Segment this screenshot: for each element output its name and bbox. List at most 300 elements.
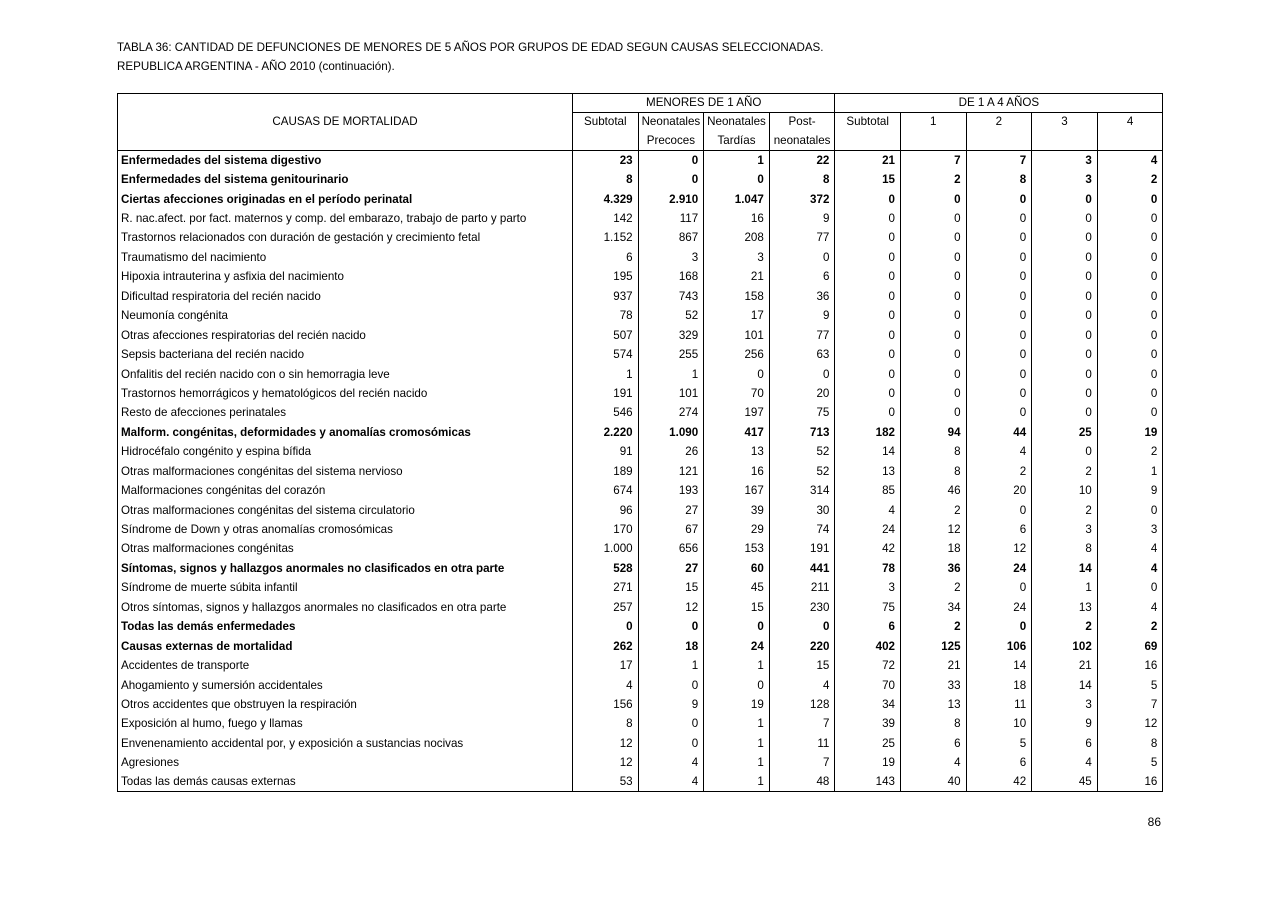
value-cell: 21 — [1032, 656, 1098, 675]
value-cell: 937 — [573, 287, 639, 306]
value-cell: 2.910 — [638, 189, 704, 208]
value-cell: 0 — [638, 617, 704, 636]
value-cell: 220 — [769, 636, 835, 655]
value-cell: 12 — [638, 598, 704, 617]
value-cell: 507 — [573, 325, 639, 344]
table-row — [118, 675, 1163, 694]
value-cell: 48 — [769, 773, 835, 792]
value-cell: 24 — [835, 520, 901, 539]
table-title-line1: TABLA 36: CANTIDAD DE DEFUNCIONES DE MENORES DE 5 AÑOS POR GRUPOS DE EDAD SEGUN CAUSAS SELECCIONADAS. — [117, 41, 824, 54]
value-cell: 0 — [1032, 364, 1098, 383]
value-cell: 39 — [835, 714, 901, 733]
table-title-line2: REPUBLICA ARGENTINA - AÑO 2010 (continuación). — [117, 60, 395, 73]
cause-cell: Exposición al humo, fuego y llamas — [121, 717, 303, 731]
header-postneonatales-line1: Post- — [769, 113, 835, 132]
value-cell: 7 — [1097, 695, 1163, 714]
value-cell: 20 — [966, 481, 1032, 500]
value-cell: 257 — [573, 598, 639, 617]
cause-cell: Síndrome de muerte súbita infantil — [121, 581, 298, 595]
value-cell: 197 — [704, 403, 770, 422]
value-cell: 18 — [966, 675, 1032, 694]
value-cell: 1 — [704, 714, 770, 733]
value-cell: 9 — [638, 695, 704, 714]
header-edad-3: 3 — [1032, 113, 1098, 151]
value-cell: 24 — [966, 598, 1032, 617]
value-cell: 63 — [769, 345, 835, 364]
value-cell: 12 — [966, 539, 1032, 558]
value-cell: 44 — [966, 423, 1032, 442]
value-cell: 1.000 — [573, 539, 639, 558]
value-cell: 39 — [704, 500, 770, 519]
value-cell: 6 — [573, 248, 639, 267]
table-row — [118, 209, 1163, 228]
value-cell: 4 — [1097, 598, 1163, 617]
value-cell: 21 — [900, 656, 966, 675]
value-cell: 2 — [900, 500, 966, 519]
value-cell: 743 — [638, 287, 704, 306]
value-cell: 271 — [573, 578, 639, 597]
value-cell: 0 — [1032, 442, 1098, 461]
header-neonatales-tardias-line1: Neonatales — [704, 113, 770, 132]
value-cell: 329 — [638, 325, 704, 344]
value-cell: 15 — [835, 170, 901, 189]
value-cell: 143 — [835, 773, 901, 792]
value-cell: 78 — [573, 306, 639, 325]
value-cell: 7 — [900, 151, 966, 170]
value-cell: 0 — [1097, 345, 1163, 364]
value-cell: 9 — [769, 209, 835, 228]
value-cell: 3 — [1032, 151, 1098, 170]
value-cell: 0 — [835, 287, 901, 306]
value-cell: 191 — [769, 539, 835, 558]
value-cell: 2 — [900, 578, 966, 597]
table-row — [118, 248, 1163, 267]
value-cell: 1 — [704, 773, 770, 792]
table-row — [118, 598, 1163, 617]
value-cell: 255 — [638, 345, 704, 364]
value-cell: 0 — [638, 170, 704, 189]
value-cell: 1 — [638, 364, 704, 383]
value-cell: 1 — [704, 151, 770, 170]
value-cell: 867 — [638, 228, 704, 247]
value-cell: 528 — [573, 559, 639, 578]
value-cell: 4 — [638, 753, 704, 772]
value-cell: 274 — [638, 403, 704, 422]
value-cell: 0 — [704, 675, 770, 694]
value-cell: 1 — [573, 364, 639, 383]
cause-cell: Trastornos hemorrágicos y hematológicos del recién nacido — [121, 386, 428, 400]
value-cell: 3 — [1032, 695, 1098, 714]
header-edad-4: 4 — [1097, 113, 1163, 151]
value-cell: 4 — [966, 442, 1032, 461]
value-cell: 0 — [1032, 384, 1098, 403]
cause-cell: Todas las demás causas externas — [121, 775, 296, 789]
value-cell: 26 — [638, 442, 704, 461]
value-cell: 0 — [1097, 287, 1163, 306]
header-subtotal-menores-1: Subtotal — [573, 113, 639, 151]
value-cell: 52 — [638, 306, 704, 325]
header-neonatales-precoces-line2: Precoces — [638, 132, 704, 151]
value-cell: 96 — [573, 500, 639, 519]
value-cell: 8 — [573, 714, 639, 733]
value-cell: 21 — [704, 267, 770, 286]
cause-cell: Todas las demás enfermedades — [121, 620, 296, 634]
value-cell: 18 — [638, 636, 704, 655]
table-row — [118, 423, 1163, 442]
table-row — [118, 695, 1163, 714]
value-cell: 0 — [835, 228, 901, 247]
value-cell: 0 — [1097, 248, 1163, 267]
value-cell: 0 — [966, 617, 1032, 636]
value-cell: 674 — [573, 481, 639, 500]
table-row — [118, 617, 1163, 636]
value-cell: 106 — [966, 636, 1032, 655]
value-cell: 0 — [900, 189, 966, 208]
value-cell: 14 — [1032, 559, 1098, 578]
value-cell: 0 — [704, 617, 770, 636]
value-cell: 158 — [704, 287, 770, 306]
table-row — [118, 656, 1163, 675]
value-cell: 15 — [769, 656, 835, 675]
value-cell: 0 — [638, 734, 704, 753]
value-cell: 17 — [704, 306, 770, 325]
value-cell: 0 — [966, 306, 1032, 325]
value-cell: 0 — [638, 714, 704, 733]
value-cell: 0 — [966, 267, 1032, 286]
value-cell: 6 — [769, 267, 835, 286]
value-cell: 13 — [1032, 598, 1098, 617]
value-cell: 70 — [835, 675, 901, 694]
table-row — [118, 287, 1163, 306]
value-cell: 12 — [1097, 714, 1163, 733]
value-cell: 8 — [966, 170, 1032, 189]
value-cell: 77 — [769, 228, 835, 247]
value-cell: 441 — [769, 559, 835, 578]
table-header — [118, 94, 1163, 151]
value-cell: 0 — [966, 287, 1032, 306]
value-cell: 69 — [1097, 636, 1163, 655]
cause-cell: Hipoxia intrauterina y asfixia del nacimiento — [121, 270, 344, 284]
value-cell: 5 — [966, 734, 1032, 753]
value-cell: 16 — [1097, 656, 1163, 675]
value-cell: 2.220 — [573, 423, 639, 442]
cause-cell: Otras afecciones respiratorias del recién nacido — [121, 328, 366, 342]
value-cell: 0 — [900, 364, 966, 383]
value-cell: 4 — [835, 500, 901, 519]
value-cell: 170 — [573, 520, 639, 539]
value-cell: 230 — [769, 598, 835, 617]
value-cell: 417 — [704, 423, 770, 442]
cause-cell: Otras malformaciones congénitas del sistema circulatorio — [121, 503, 415, 517]
value-cell: 314 — [769, 481, 835, 500]
value-cell: 0 — [1032, 403, 1098, 422]
value-cell: 10 — [1032, 481, 1098, 500]
value-cell: 30 — [769, 500, 835, 519]
value-cell: 0 — [769, 364, 835, 383]
cause-cell: Onfalitis del recién nacido con o sin hemorragia leve — [121, 367, 390, 381]
value-cell: 0 — [966, 325, 1032, 344]
value-cell: 0 — [1032, 248, 1098, 267]
value-cell: 191 — [573, 384, 639, 403]
value-cell: 45 — [704, 578, 770, 597]
value-cell: 5 — [1097, 753, 1163, 772]
value-cell: 1 — [704, 753, 770, 772]
value-cell: 2 — [1032, 500, 1098, 519]
value-cell: 8 — [769, 170, 835, 189]
value-cell: 70 — [704, 384, 770, 403]
value-cell: 1 — [638, 656, 704, 675]
value-cell: 74 — [769, 520, 835, 539]
cause-cell: Neumonía congénita — [121, 309, 228, 323]
value-cell: 101 — [704, 325, 770, 344]
value-cell: 0 — [900, 209, 966, 228]
value-cell: 0 — [835, 306, 901, 325]
cause-cell: Resto de afecciones perinatales — [121, 406, 286, 420]
value-cell: 3 — [638, 248, 704, 267]
value-cell: 1 — [1097, 462, 1163, 481]
value-cell: 0 — [1097, 384, 1163, 403]
value-cell: 94 — [900, 423, 966, 442]
value-cell: 0 — [966, 364, 1032, 383]
value-cell: 0 — [704, 364, 770, 383]
value-cell: 24 — [966, 559, 1032, 578]
value-cell: 6 — [1032, 734, 1098, 753]
value-cell: 75 — [835, 598, 901, 617]
value-cell: 21 — [835, 151, 901, 170]
table-row — [118, 170, 1163, 189]
value-cell: 0 — [1097, 306, 1163, 325]
cause-cell: Enfermedades del sistema genitourinario — [121, 173, 349, 187]
value-cell: 0 — [966, 189, 1032, 208]
value-cell: 72 — [835, 656, 901, 675]
value-cell: 0 — [1032, 325, 1098, 344]
value-cell: 8 — [1097, 734, 1163, 753]
value-cell: 0 — [900, 267, 966, 286]
value-cell: 8 — [573, 170, 639, 189]
cause-cell: Malformaciones congénitas del corazón — [121, 484, 326, 498]
value-cell: 17 — [573, 656, 639, 675]
value-cell: 85 — [835, 481, 901, 500]
header-neonatales-tardias-line2: Tardías — [704, 132, 770, 151]
value-cell: 2 — [1032, 617, 1098, 636]
value-cell: 0 — [900, 384, 966, 403]
value-cell: 0 — [1032, 228, 1098, 247]
value-cell: 4 — [1097, 151, 1163, 170]
value-cell: 60 — [704, 559, 770, 578]
cause-cell: Trastornos relacionados con duración de gestación y crecimiento fetal — [121, 231, 481, 245]
value-cell: 1 — [1032, 578, 1098, 597]
value-cell: 12 — [573, 753, 639, 772]
value-cell: 23 — [573, 151, 639, 170]
table-row — [118, 325, 1163, 344]
value-cell: 11 — [966, 695, 1032, 714]
table-row — [118, 228, 1163, 247]
value-cell: 156 — [573, 695, 639, 714]
value-cell: 6 — [900, 734, 966, 753]
value-cell: 6 — [966, 753, 1032, 772]
value-cell: 75 — [769, 403, 835, 422]
value-cell: 0 — [835, 189, 901, 208]
table-row — [118, 734, 1163, 753]
table-row — [118, 481, 1163, 500]
document-page — [117, 38, 1163, 829]
value-cell: 6 — [835, 617, 901, 636]
value-cell: 0 — [900, 228, 966, 247]
value-cell: 16 — [704, 209, 770, 228]
table-row — [118, 151, 1163, 170]
value-cell: 4 — [900, 753, 966, 772]
value-cell: 0 — [573, 617, 639, 636]
value-cell: 0 — [1097, 403, 1163, 422]
value-cell: 19 — [1097, 423, 1163, 442]
value-cell: 11 — [769, 734, 835, 753]
value-cell: 117 — [638, 209, 704, 228]
value-cell: 211 — [769, 578, 835, 597]
value-cell: 193 — [638, 481, 704, 500]
value-cell: 7 — [769, 753, 835, 772]
table-row — [118, 189, 1163, 208]
value-cell: 2 — [1097, 442, 1163, 461]
value-cell: 9 — [769, 306, 835, 325]
value-cell: 52 — [769, 442, 835, 461]
value-cell: 0 — [1097, 364, 1163, 383]
table-row — [118, 773, 1163, 792]
cause-cell: Otras malformaciones congénitas del sistema nervioso — [121, 464, 403, 478]
value-cell: 0 — [1097, 325, 1163, 344]
value-cell: 18 — [900, 539, 966, 558]
value-cell: 1.090 — [638, 423, 704, 442]
value-cell: 0 — [1097, 578, 1163, 597]
value-cell: 2 — [966, 462, 1032, 481]
cause-cell: Otros accidentes que obstruyen la respiración — [121, 697, 357, 711]
value-cell: 4 — [1032, 753, 1098, 772]
cause-cell: Síndrome de Down y otras anomalías cromosómicas — [121, 523, 393, 537]
header-edad-2: 2 — [966, 113, 1032, 151]
value-cell: 0 — [835, 403, 901, 422]
value-cell: 2 — [1097, 617, 1163, 636]
value-cell: 36 — [769, 287, 835, 306]
value-cell: 195 — [573, 267, 639, 286]
table-row — [118, 520, 1163, 539]
cause-cell: Accidentes de transporte — [121, 659, 250, 673]
cause-cell: Agresiones — [121, 756, 180, 770]
cause-cell: Otras malformaciones congénitas — [121, 542, 294, 556]
value-cell: 0 — [1032, 209, 1098, 228]
value-cell: 13 — [835, 462, 901, 481]
value-cell: 0 — [900, 287, 966, 306]
value-cell: 22 — [769, 151, 835, 170]
value-cell: 25 — [1032, 423, 1098, 442]
value-cell: 546 — [573, 403, 639, 422]
value-cell: 0 — [835, 325, 901, 344]
table-row — [118, 578, 1163, 597]
value-cell: 0 — [835, 248, 901, 267]
value-cell: 153 — [704, 539, 770, 558]
value-cell: 0 — [966, 209, 1032, 228]
value-cell: 2 — [900, 617, 966, 636]
value-cell: 4 — [1097, 559, 1163, 578]
cause-cell: Síntomas, signos y hallazgos anormales no clasificados en otra parte — [121, 561, 505, 575]
value-cell: 34 — [900, 598, 966, 617]
value-cell: 3 — [1032, 170, 1098, 189]
value-cell: 1.152 — [573, 228, 639, 247]
value-cell: 4.329 — [573, 189, 639, 208]
value-cell: 3 — [704, 248, 770, 267]
value-cell: 0 — [704, 170, 770, 189]
value-cell: 0 — [1097, 189, 1163, 208]
value-cell: 0 — [835, 384, 901, 403]
value-cell: 27 — [638, 559, 704, 578]
cause-cell: Envenenamiento accidental por, y exposición a sustancias nocivas — [121, 736, 464, 750]
value-cell: 0 — [835, 345, 901, 364]
cause-cell: Dificultad respiratoria del recién nacido — [121, 289, 321, 303]
value-cell: 0 — [966, 384, 1032, 403]
value-cell: 3 — [835, 578, 901, 597]
value-cell: 8 — [1032, 539, 1098, 558]
value-cell: 0 — [1032, 287, 1098, 306]
value-cell: 0 — [1032, 267, 1098, 286]
value-cell: 0 — [835, 364, 901, 383]
cause-cell: Causas externas de mortalidad — [121, 639, 293, 653]
value-cell: 4 — [769, 675, 835, 694]
header-group-de-1-a-4-anos: DE 1 A 4 AÑOS — [835, 94, 1163, 113]
value-cell: 8 — [900, 462, 966, 481]
value-cell: 19 — [835, 753, 901, 772]
value-cell: 16 — [1097, 773, 1163, 792]
value-cell: 53 — [573, 773, 639, 792]
value-cell: 52 — [769, 462, 835, 481]
cause-cell: Ciertas afecciones originadas en el período perinatal — [121, 192, 413, 206]
table-row — [118, 636, 1163, 655]
value-cell: 0 — [1097, 209, 1163, 228]
table-row — [118, 384, 1163, 403]
value-cell: 10 — [966, 714, 1032, 733]
table-row — [118, 559, 1163, 578]
header-postneonatales-line2: neonatales — [769, 132, 835, 151]
value-cell: 9 — [1097, 481, 1163, 500]
value-cell: 13 — [900, 695, 966, 714]
value-cell: 25 — [835, 734, 901, 753]
header-group-menores-de-1-ano: MENORES DE 1 AÑO — [573, 94, 835, 113]
value-cell: 15 — [704, 598, 770, 617]
value-cell: 262 — [573, 636, 639, 655]
value-cell: 402 — [835, 636, 901, 655]
header-causas-de-mortalidad: CAUSAS DE MORTALIDAD — [118, 94, 573, 151]
value-cell: 101 — [638, 384, 704, 403]
value-cell: 12 — [573, 734, 639, 753]
value-cell: 0 — [1032, 306, 1098, 325]
header-neonatales-precoces-line1: Neonatales — [638, 113, 704, 132]
value-cell: 1.047 — [704, 189, 770, 208]
value-cell: 102 — [1032, 636, 1098, 655]
cause-cell: Hidrocéfalo congénito y espina bífida — [121, 445, 312, 459]
cause-cell: Malform. congénitas, deformidades y anomalías cromosómicas — [121, 425, 471, 439]
value-cell: 125 — [900, 636, 966, 655]
mortality-table — [117, 93, 1163, 792]
value-cell: 0 — [638, 151, 704, 170]
value-cell: 14 — [966, 656, 1032, 675]
table-row — [118, 500, 1163, 519]
value-cell: 0 — [769, 617, 835, 636]
value-cell: 168 — [638, 267, 704, 286]
cause-cell: Traumatismo del nacimiento — [121, 250, 267, 264]
value-cell: 33 — [900, 675, 966, 694]
value-cell: 5 — [1097, 675, 1163, 694]
value-cell: 15 — [638, 578, 704, 597]
value-cell: 67 — [638, 520, 704, 539]
table-row — [118, 364, 1163, 383]
value-cell: 0 — [835, 267, 901, 286]
